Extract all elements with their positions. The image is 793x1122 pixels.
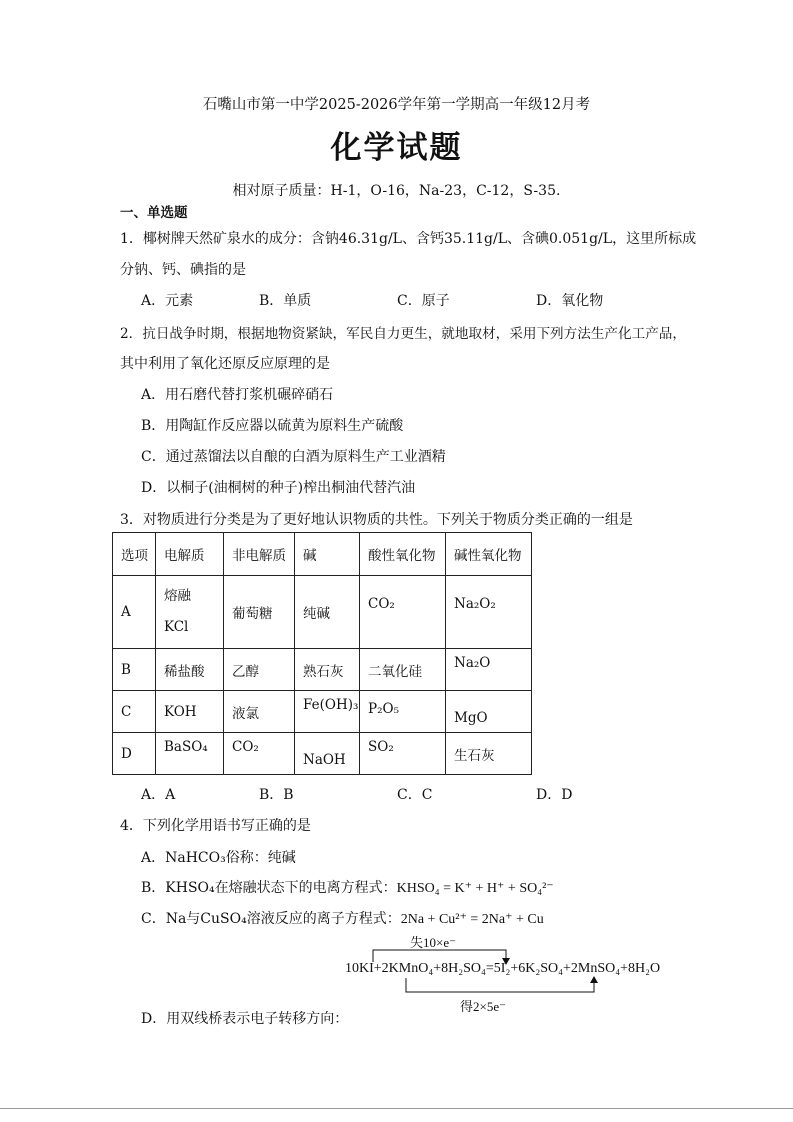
- table-cell: 乙醇: [224, 649, 295, 691]
- table-cell: CO₂: [360, 576, 446, 649]
- table-cell: 葡萄糖: [224, 576, 295, 649]
- table-header-cell: 酸性氧化物: [360, 533, 446, 576]
- table-cell: KOH: [156, 691, 224, 733]
- classification-table: [112, 532, 532, 775]
- table-cell: [156, 576, 224, 649]
- cell-line: 熔融: [164, 588, 191, 604]
- table-row: [113, 649, 532, 691]
- q4-option-c-equation: 2Na + Cu²⁺ = 2Na⁺ + Cu: [400, 912, 544, 927]
- table-header-cell: 电解质: [156, 533, 224, 576]
- page-title: 化学试题: [330, 130, 463, 166]
- table-cell: 生石灰: [446, 733, 532, 775]
- table-header-cell: 碱性氧化物: [446, 533, 532, 576]
- q4-option-c-text: C．Na与CuSO₄溶液反应的离子方程式：: [141, 911, 401, 927]
- table-cell: C: [113, 691, 156, 733]
- table-cell: B: [113, 649, 156, 691]
- q4-option-c: [141, 908, 544, 928]
- q3-option-d: D．D: [536, 787, 573, 803]
- table-cell: MgO: [446, 691, 532, 733]
- electron-gain-label: 得2×5e⁻: [460, 999, 506, 1014]
- exam-header: 石嘴山市第一中学2025-2026学年第一学期高一年级12月考: [202, 97, 591, 113]
- q1-option-d: D．氧化物: [536, 293, 604, 309]
- table-row: [113, 733, 532, 775]
- q2-option-c: C．通过蒸馏法以自酿的白酒为原料生产工业酒精: [141, 449, 446, 465]
- table-cell: Na₂O₂: [446, 576, 532, 649]
- q3-option-a: A．A: [141, 787, 176, 803]
- table-cell: Fe(OH)₃: [295, 691, 360, 733]
- table-cell: 纯碱: [295, 576, 360, 649]
- table-cell: NaOH: [295, 733, 360, 775]
- q2-option-b: B．用陶缸作反应器以硫黄为原料生产硫酸: [141, 418, 404, 434]
- table-header-cell: 非电解质: [224, 533, 295, 576]
- table-cell: 熟石灰: [295, 649, 360, 691]
- table-header-cell: 碱: [295, 533, 360, 576]
- table-cell: BaSO₄: [156, 733, 224, 775]
- page-bottom-divider: [0, 1108, 793, 1109]
- atomic-masses: 相对原子质量：H-1，O-16，Na-23，C-12，S-35.: [232, 183, 561, 199]
- table-cell: Na₂O: [446, 649, 532, 691]
- q2-option-d: D．以桐子(油桐树的种子)榨出桐油代替汽油: [141, 480, 416, 496]
- table-cell: D: [113, 733, 156, 775]
- gain-arrow-line: [406, 978, 594, 992]
- cell-line: KCl: [164, 619, 189, 635]
- q2-stem-line1: 2．抗日战争时期，根据地物资紧缺，军民自力更生，就地取材，采用下列方法生产化工产品，: [120, 326, 686, 342]
- q4-option-d: D．用双线桥表示电子转移方向：: [141, 1011, 349, 1027]
- table-row: [113, 691, 532, 733]
- table-cell: SO₂: [360, 733, 446, 775]
- table-row: [113, 576, 532, 649]
- q1-stem-line1: 1．椰树牌天然矿泉水的成分：含钠46.31g/L、含钙35.11g/L、含碘0.051g/L，这里所标成: [120, 231, 697, 247]
- table-header-row: [113, 533, 532, 576]
- table-cell: A: [113, 576, 156, 649]
- q1-option-a: A．元素: [141, 293, 194, 309]
- q4-option-b-equation: KHSO₄ = K⁺ + H⁺ + SO₄²⁻: [396, 881, 554, 896]
- table-cell: CO₂: [224, 733, 295, 775]
- table-cell: 液氯: [224, 691, 295, 733]
- q3-option-b: B．B: [259, 787, 294, 803]
- q4-option-a: A．NaHCO₃俗称：纯碱: [141, 850, 296, 866]
- q2-stem-line2: 其中利用了氧化还原反应原理的是: [120, 356, 330, 372]
- electron-loss-label: 失10×e⁻: [410, 935, 456, 950]
- table-cell: P₂O₅: [360, 691, 446, 733]
- q1-option-c: C．原子: [397, 293, 450, 309]
- gain-arrow-head: [590, 976, 598, 983]
- redox-equation: 10KI+2KMnO₄+8H₂SO₄=5I₂+6K₂SO₄+2MnSO₄+8H₂O: [345, 961, 661, 976]
- table-cell: 稀盐酸: [156, 649, 224, 691]
- table-header-cell: 选项: [113, 533, 156, 576]
- q3-option-c: C．C: [397, 787, 433, 803]
- q4-stem: 4．下列化学用语书写正确的是: [120, 818, 311, 834]
- q1-option-b: B．单质: [259, 293, 312, 309]
- q1-stem-line2: 分钠、钙、碘指的是: [120, 262, 246, 278]
- q2-option-a: A．用石磨代替打浆机碾碎硝石: [141, 387, 334, 403]
- section-title: 一、单选题: [120, 205, 188, 221]
- q4-option-b-text: B．KHSO₄在熔融状态下的电离方程式：: [141, 880, 397, 896]
- table-cell: 二氧化硅: [360, 649, 446, 691]
- q3-stem: 3．对物质进行分类是为了更好地认识物质的共性。下列关于物质分类正确的一组是: [120, 512, 633, 528]
- q4-option-b: [141, 877, 554, 897]
